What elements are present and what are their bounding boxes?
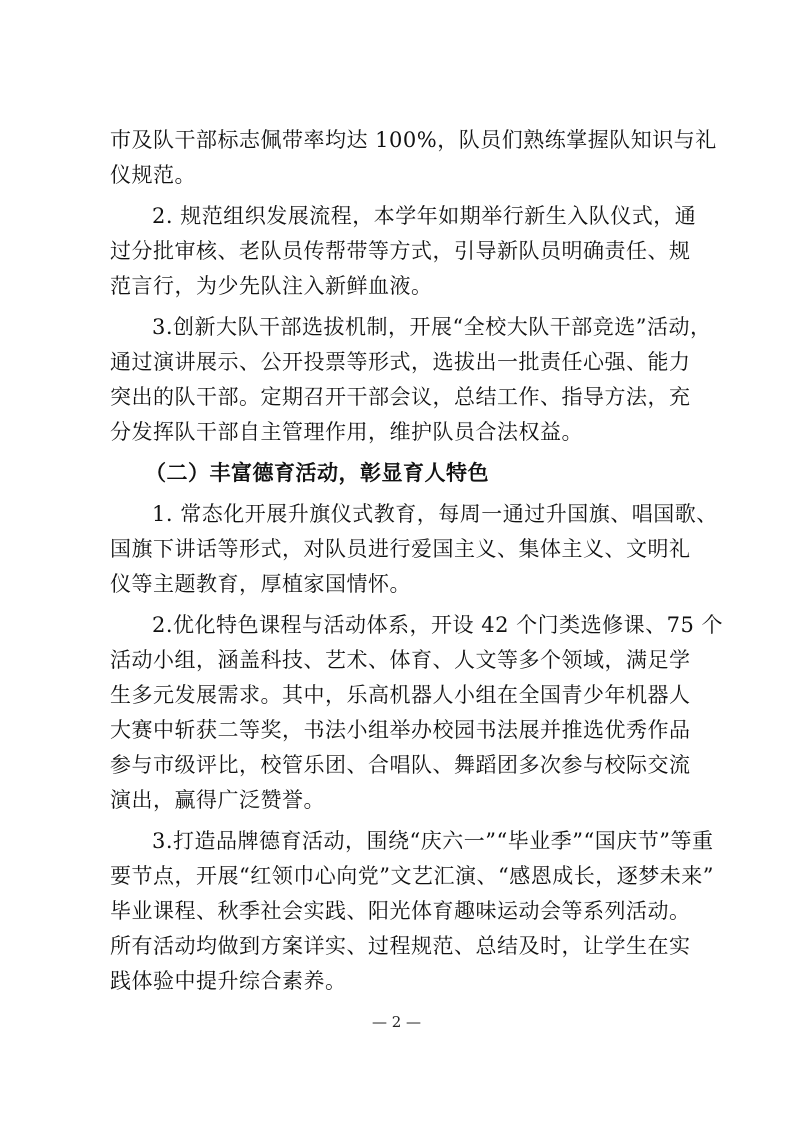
paragraph-line: 突出的队干部。定期召开干部会议，总结工作、指导方法，充 — [110, 385, 691, 409]
paragraph-line: 所有活动均做到方案详实、过程规范、总结及时，让学生在实 — [110, 934, 691, 958]
paragraph-line: 仪等主题教育，厚植家国情怀。 — [110, 572, 411, 596]
paragraph-line: 参与市级评比，校管乐团、合唱队、舞蹈团多次参与校际交流 — [110, 753, 691, 777]
paragraph-line: 3.打造品牌德育活动，围绕“庆六一”“毕业季”“国庆节”等重 — [152, 829, 714, 853]
paragraph-line: 演出，赢得广泛赞誉。 — [110, 788, 325, 812]
paragraph-line: 1. 常态化开展升旗仪式教育，每周一通过升国旗、唱国歌、 — [152, 502, 718, 526]
paragraph-line: 2.优化特色课程与活动体系，开设 42 个门类选修课、75 个 — [152, 613, 724, 637]
paragraph-line: 仪规范。 — [110, 163, 196, 187]
paragraph-line: 要节点，开展“红领巾心向党”文艺汇演、“感恩成长，逐梦未来” — [110, 864, 714, 888]
paragraph-line: 2. 规范组织发展流程，本学年如期举行新生入队仪式，通 — [152, 204, 697, 228]
paragraph-line: 3.创新大队干部选拔机制，开展“全校大队干部竞选”活动， — [152, 315, 712, 339]
paragraph-line: 毕业课程、秋季社会实践、阳光体育趣味运动会等系列活动。 — [110, 899, 691, 923]
paragraph-line: 活动小组，涵盖科技、艺术、体育、人文等多个领域，满足学 — [110, 648, 691, 672]
paragraph-line: 大赛中斩获二等奖，书法小组举办校园书法展并推选优秀作品 — [110, 718, 691, 742]
paragraph-line: 践体验中提升综合素养。 — [110, 969, 347, 993]
section-heading: （二）丰富德育活动，彰显育人特色 — [145, 460, 489, 485]
paragraph-line: 过分批审核、老队员传帮带等方式，引导新队员明确责任、规 — [110, 239, 691, 263]
paragraph-line: 分发挥队干部自主管理作用，维护队员合法权益。 — [110, 420, 583, 444]
paragraph-line: 通过演讲展示、公开投票等形式，选拔出一批责任心强、能力 — [110, 350, 691, 374]
paragraph-line: 范言行，为少先队注入新鲜血液。 — [110, 274, 433, 298]
page-number: — 2 — — [371, 1013, 422, 1031]
paragraph-line: 国旗下讲话等形式，对队员进行爱国主义、集体主义、文明礼 — [110, 537, 691, 561]
paragraph-line: 巿及队干部标志佩带率均达 100%，队员们熟练掌握队知识与礼 — [110, 128, 717, 152]
paragraph-line: 生多元发展需求。其中，乐高机器人小组在全国青少年机器人 — [110, 683, 691, 707]
